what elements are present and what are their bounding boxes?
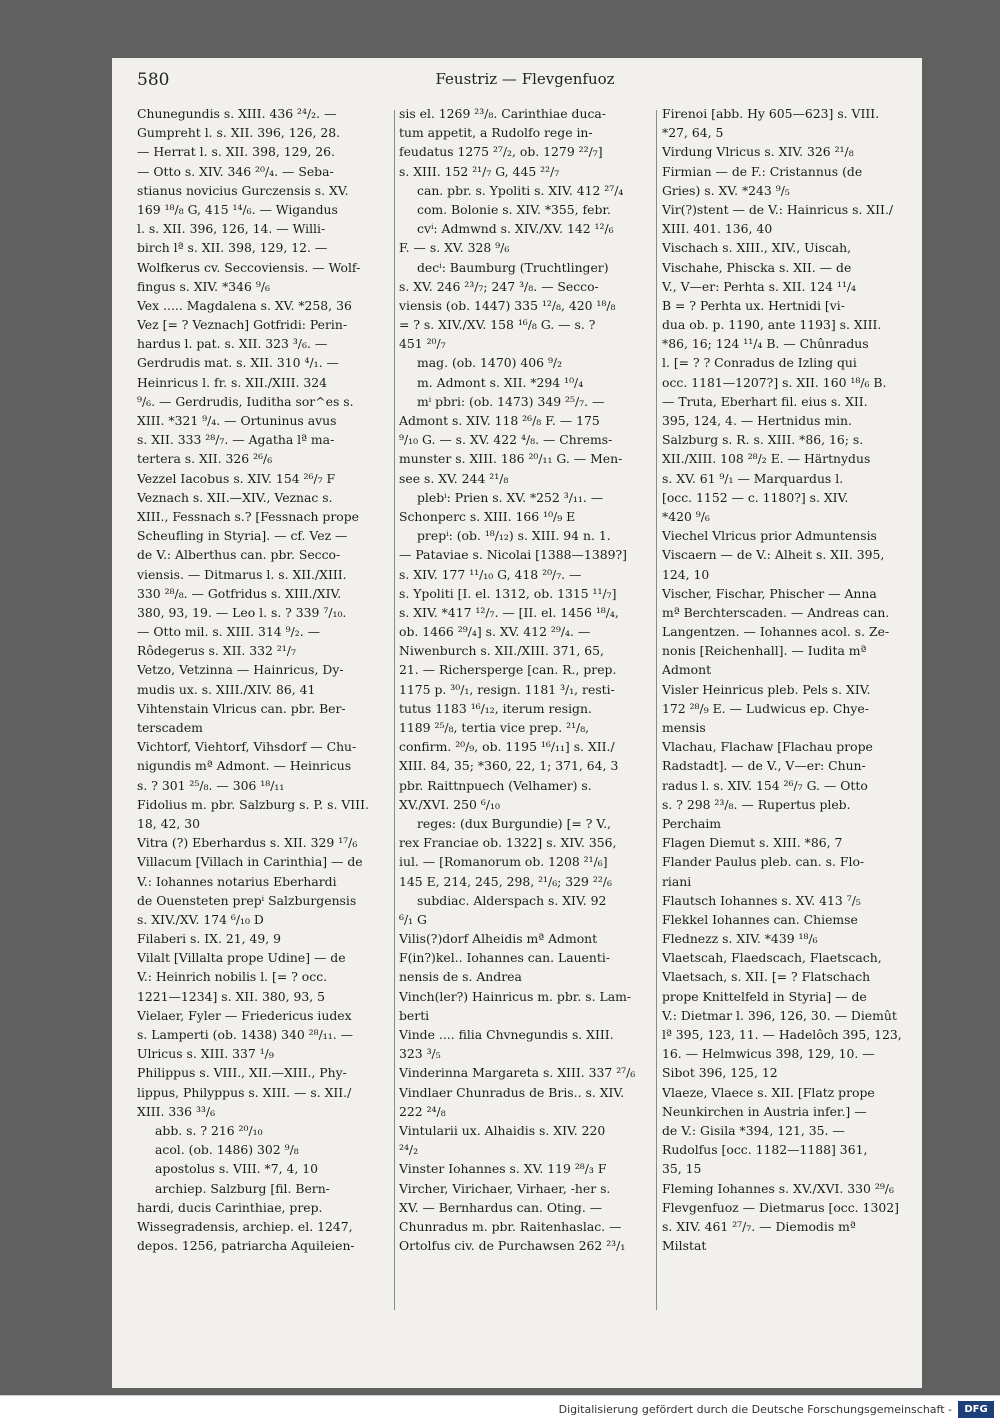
index-line: — Truta, Eberhart fil. eius s. XII. <box>662 393 868 409</box>
index-line: Vindlaer Chunradus de Bris.. s. XIV. <box>399 1084 625 1100</box>
index-line: Vlaetsach, s. XII. [= ? Flatschach <box>662 969 871 985</box>
index-line: Sibot 396, 125, 12 <box>662 1065 778 1081</box>
index-line: Flander Paulus pleb. can. s. Flo- <box>662 854 865 870</box>
column-divider <box>656 110 657 1310</box>
footer-credit: Digitalisierung gefördert durch die Deutsche Forschungsgemeinschaft - <box>558 1403 952 1416</box>
index-line: 451 ²⁰/₇ <box>399 336 446 352</box>
index-line: Ortolfus civ. de Purchawsen 262 ²³/₁ <box>399 1238 626 1254</box>
index-line: Vinster Iohannes s. XV. 119 ²⁸/₃ F <box>399 1161 607 1177</box>
index-line: plebⁱ: Prien s. XV. *252 ³/₁₁. — <box>417 489 604 505</box>
index-line: Milstat <box>662 1238 707 1254</box>
index-line: munster s. XIII. 186 ²⁰/₁₁ G. — Men- <box>399 451 623 467</box>
index-line: berti <box>399 1007 430 1023</box>
index-line: pbr. Raittnpuech (Velhamer) s. <box>399 777 592 793</box>
index-line: Admont s. XIV. 118 ²⁶/₈ F. — 175 <box>399 413 600 428</box>
index-line: Ulricus s. XIII. 337 ¹/₉ <box>137 1046 274 1062</box>
index-line: Neunkirchen in Austria infer.] — <box>662 1103 867 1119</box>
index-line: ⁹/₁₀ G. — s. XV. 422 ⁴/₈. — Chrems- <box>399 432 613 448</box>
index-line: s. Lamperti (ob. 1438) 340 ²⁸/₁₁. — <box>137 1027 353 1042</box>
index-line: s. XV. 246 ²³/₇; 247 ³/₈. — Secco- <box>399 278 599 294</box>
index-line: com. Bolonie s. XIV. *355, febr. <box>417 201 611 217</box>
index-line: de V.: Gisila *394, 121, 35. — <box>662 1122 845 1138</box>
index-line: prepⁱ: (ob. ¹⁸/₁₂) s. XIII. 94 n. 1. <box>417 528 611 544</box>
index-line: stianus novicius Gurczensis s. XV. <box>137 182 349 198</box>
index-line: l. [= ? ? Conradus de Izling qui <box>662 355 857 371</box>
index-line: [occ. 1152 — c. 1180?] s. XIV. <box>662 489 849 505</box>
index-line: s. XIV. 461 ²⁷/₇. — Diemodis mª <box>662 1218 856 1234</box>
index-line: F. — s. XV. 328 ⁹/₆ <box>399 240 510 256</box>
index-line: Vir(?)stent — de V.: Hainricus s. XII./ <box>662 201 894 217</box>
index-line: mª Berchterscaden. — Andreas can. <box>662 604 890 620</box>
index-line: can. pbr. s. Ypoliti s. XIV. 412 ²⁷/₄ <box>417 182 624 198</box>
index-line: Vitra (?) Eberhardus s. XII. 329 ¹⁷/₆ <box>137 835 358 851</box>
index-line: ⁹/₆. — Gerdrudis, Iuditha sor^es s. <box>137 393 354 409</box>
index-line: Heinricus l. fr. s. XII./XIII. 324 <box>137 374 328 390</box>
index-line: XII./XIII. 108 ²⁸/₂ E. — Härtnydus <box>662 451 871 467</box>
index-line: ²⁴/₂ <box>399 1142 419 1158</box>
index-line: 1221—1234] s. XII. 380, 93, 5 <box>137 988 326 1004</box>
index-line: Villacum [Villach in Carinthia] — de <box>137 854 363 870</box>
index-line: sis el. 1269 ²³/₈. Carinthiae duca- <box>399 106 606 121</box>
index-line: terscadem <box>137 720 203 735</box>
index-line: nigundis mª Admont. — Heinricus <box>137 758 352 774</box>
footer-bar <box>0 1395 1000 1424</box>
index-line: V.: Iohannes notarius Eberhardi <box>137 873 337 889</box>
index-line: 16. — Helmwicus 398, 129, 10. — <box>662 1046 875 1062</box>
index-line: occ. 1181—1207?] s. XII. 160 ¹⁸/₆ B. <box>662 374 887 390</box>
index-line: dua ob. p. 1190, ante 1193] s. XIII. <box>662 317 882 333</box>
index-line: 21. — Richersperge [can. R., prep. <box>399 662 617 678</box>
index-line: Firmian — de F.: Cristannus (de <box>662 163 863 179</box>
index-line: V., V—er: Perhta s. XII. 124 ¹¹/₄ <box>662 278 857 294</box>
index-line: Fleming Iohannes s. XV./XVI. 330 ²⁹/₆ <box>662 1180 894 1196</box>
index-line: see s. XV. 244 ²¹/₈ <box>399 470 509 486</box>
index-line: Vlachau, Flachaw [Flachau prope <box>662 739 873 755</box>
index-line: ⁶/₁ G <box>399 911 427 927</box>
index-line: B = ? Perhta ux. Hertnidi [vi- <box>662 297 845 313</box>
index-line: Filaberi s. IX. 21, 49, 9 <box>137 931 281 947</box>
index-line: Veznach s. XII.—XIV., Veznac s. <box>137 489 333 505</box>
index-line: V.: Heinrich nobilis l. [= ? occ. <box>137 969 328 985</box>
index-column-3 <box>662 104 917 1255</box>
index-line: viensis (ob. 1447) 335 ¹²/₈, 420 ¹⁸/₈ <box>399 297 616 313</box>
index-line: *86, 16; 124 ¹¹/₄ B. — Chûnradus <box>662 336 869 352</box>
index-line: 124, 10 <box>662 566 710 582</box>
index-line: archiep. Salzburg [fil. Bern- <box>155 1180 330 1196</box>
column-divider <box>394 110 395 1310</box>
index-line: *27, 64, 5 <box>662 125 724 141</box>
index-line: 145 E, 214, 245, 298, ²¹/₆; 329 ²²/₆ <box>399 873 612 889</box>
index-line: Vintularii ux. Alhaidis s. XIV. 220 <box>399 1122 606 1138</box>
index-line: nonis [Reichenhall]. — Iudita mª <box>662 643 867 659</box>
index-line: XIII. *321 ⁹/₄. — Ortuninus avus <box>137 413 337 428</box>
index-line: mⁱ pbri: (ob. 1473) 349 ²⁵/₇. — <box>417 393 605 409</box>
index-line: Flednezz s. XIV. *439 ¹⁸/₆ <box>662 931 818 947</box>
index-line: rex Franciae ob. 1322] s. XIV. 356, <box>399 835 617 851</box>
index-line: 1175 p. ³⁰/₁, resign. 1181 ³/₁, resti- <box>399 681 615 697</box>
index-line: s. XV. 61 ⁹/₁ — Marquardus l. <box>662 470 844 486</box>
index-line: l. s. XII. 396, 126, 14. — Willi- <box>137 221 326 237</box>
index-line: radus l. s. XIV. 154 ²⁶/₇ G. — Otto <box>662 777 868 793</box>
index-line: s. Ypoliti [I. el. 1312, ob. 1315 ¹¹/₇] <box>399 585 617 601</box>
index-line: apostolus s. VIII. *7, 4, 10 <box>155 1161 319 1177</box>
index-line: Salzburg s. R. s. XIII. *86, 16; s. <box>662 432 864 448</box>
index-line: abb. s. ? 216 ²⁰/₁₀ <box>155 1122 263 1138</box>
index-line: Chunegundis s. XIII. 436 ²⁴/₂. — <box>137 106 337 121</box>
index-line: 323 ³/₅ <box>399 1046 441 1062</box>
index-line: Vischach s. XIII., XIV., Uiscah, <box>662 240 852 256</box>
index-line: reges: (dux Burgundie) [= ? V., <box>417 815 611 831</box>
index-line: Vichtorf, Viehtorf, Vihsdorf — Chu- <box>137 739 357 755</box>
index-line: de Ouensteten prepⁱ Salzburgensis <box>137 892 357 908</box>
index-line: — Otto mil. s. XIII. 314 ⁹/₂. — <box>137 624 320 640</box>
index-line: Vielaer, Fyler — Friedericus iudex <box>137 1007 352 1023</box>
index-line: Gumpreht l. s. XII. 396, 126, 28. <box>137 125 341 141</box>
index-line: ob. 1466 ²⁹/₄] s. XV. 412 ²⁹/₄. — <box>399 624 591 640</box>
index-line: 330 ²⁸/₈. — Gotfridus s. XIII./XIV. <box>137 585 342 601</box>
index-line: s. XIV. *417 ¹²/₇. — [II. el. 1456 ¹⁸/₄, <box>399 604 619 620</box>
index-line: 380, 93, 19. — Leo l. s. ? 339 ⁷/₁₀. <box>137 604 347 620</box>
index-line: 172 ²⁸/₉ E. — Ludwicus ep. Chye- <box>662 700 869 716</box>
index-line: 222 ²⁴/₈ <box>399 1103 446 1119</box>
index-line: 1189 ²⁵/₈, tertia vice prep. ²¹/₈, <box>399 720 590 735</box>
index-line: Vez [= ? Veznach] Gotfridi: Perin- <box>137 317 348 333</box>
index-line: Rudolfus [occ. 1182—1188] 361, <box>662 1142 868 1158</box>
index-line: Gerdrudis mat. s. XII. 310 ⁴/₁. — <box>137 355 339 371</box>
index-line: lª 395, 123, 11. — Hadelôch 395, 123, <box>662 1027 902 1042</box>
index-line: acol. (ob. 1486) 302 ⁹/₈ <box>155 1142 299 1158</box>
running-head: Feustriz — Flevgenfuoz <box>435 70 615 88</box>
index-line: Perchaim <box>662 815 722 831</box>
index-line: Vetzo, Vetzinna — Hainricus, Dy- <box>137 662 344 678</box>
index-line: mag. (ob. 1470) 406 ⁹/₂ <box>417 355 563 371</box>
index-line: depos. 1256, patriarcha Aquileien- <box>137 1238 355 1254</box>
index-line: Flekkel Iohannes can. Chiemse <box>662 911 858 927</box>
index-line: *420 ⁹/₆ <box>662 508 710 524</box>
index-line: riani <box>662 873 692 889</box>
index-line: tum appetit, a Rudolfo rege in- <box>399 125 593 141</box>
index-column-1 <box>137 104 390 1255</box>
index-line: — Pataviae s. Nicolai [1388—1389?] <box>399 547 627 563</box>
index-line: Gries) s. XV. *243 ⁹/₅ <box>662 182 790 198</box>
index-line: Vinderinna Margareta s. XIII. 337 ²⁷/₆ <box>399 1065 636 1081</box>
index-line: — Otto s. XIV. 346 ²⁰/₄. — Seba- <box>137 163 334 179</box>
index-line: Vilis(?)dorf Alheidis mª Admont <box>399 931 598 947</box>
index-line: subdiac. Alderspach s. XIV. 92 <box>417 892 607 908</box>
index-line: Wolfkerus cv. Seccoviensis. — Wolf- <box>137 259 361 275</box>
index-line: Vezzel Iacobus s. XIV. 154 ²⁶/₇ F <box>137 470 336 486</box>
index-line: Vinde .... filia Chvnegundis s. XIII. <box>399 1027 614 1042</box>
index-line: Virdung Vlricus s. XIV. 326 ²¹/₈ <box>662 144 854 160</box>
index-line: Radstadt]. — de V., V—er: Chun- <box>662 758 866 774</box>
index-line: Vilalt [Villalta prope Udine] — de <box>137 950 346 966</box>
index-line: de V.: Alberthus can. pbr. Secco- <box>137 547 341 563</box>
index-line: s. XIII. 152 ²¹/₇ G, 445 ²²/₇ <box>399 163 560 179</box>
index-line: tertera s. XII. 326 ²⁶/₆ <box>137 451 273 467</box>
dfg-logo: DFG <box>958 1401 994 1418</box>
index-line: Vex ..... Magdalena s. XV. *258, 36 <box>137 297 352 313</box>
page-number: 580 <box>137 70 170 90</box>
index-line: confirm. ²⁰/₉, ob. 1195 ¹⁶/₁₁] s. XII./ <box>399 739 615 755</box>
index-line: Vischer, Fischar, Phischer — Anna <box>662 585 877 601</box>
index-line: 169 ¹⁸/₈ G, 415 ¹⁴/₆. — Wigandus <box>137 201 338 217</box>
index-line: Vlaetscah, Flaedscach, Flaetscach, <box>662 950 882 966</box>
index-line: 395, 124, 4. — Hertnidus min. <box>662 413 852 428</box>
index-line: Firenoi [abb. Hy 605—623] s. VIII. <box>662 106 880 121</box>
index-line: cvⁱ: Admwnd s. XIV./XV. 142 ¹²/₆ <box>417 221 614 237</box>
index-line: Scheufling in Styria]. — cf. Vez — <box>137 528 348 544</box>
index-line: s. XIV./XV. 174 ⁶/₁₀ D <box>137 911 264 927</box>
index-line: hardus l. pat. s. XII. 323 ³/₆. — <box>137 336 328 352</box>
index-line: Langentzen. — Iohannes acol. s. Ze- <box>662 624 890 640</box>
index-line: Rôdegerus s. XII. 332 ²¹/₇ <box>137 643 296 659</box>
index-line: decⁱ: Baumburg (Truchtlinger) <box>417 259 609 275</box>
index-line: s. ? 298 ²³/₈. — Rupertus pleb. <box>662 796 851 812</box>
index-line: F(in?)kel.. Iohannes can. Lauenti- <box>399 950 611 966</box>
index-line: XIII. 336 ³³/₆ <box>137 1103 216 1119</box>
index-line: hardi, ducis Carinthiae, prep. <box>137 1199 323 1215</box>
index-line: s. XIV. 177 ¹¹/₁₀ G, 418 ²⁰/₇. — <box>399 566 582 582</box>
index-line: Philippus s. VIII., XII.—XIII., Phy- <box>137 1065 347 1081</box>
index-line: nensis de s. Andrea <box>399 969 522 985</box>
index-line: V.: Dietmar l. 396, 126, 30. — Diemût <box>662 1007 897 1023</box>
index-line: feudatus 1275 ²⁷/₂, ob. 1279 ²²/₇] <box>399 144 603 160</box>
index-line: Chunradus m. pbr. Raitenhaslac. — <box>399 1218 622 1234</box>
index-line: Schonperc s. XIII. 166 ¹⁰/₉ E <box>399 508 576 524</box>
index-line: Vlaeze, Vlaece s. XII. [Flatz prope <box>662 1084 875 1100</box>
index-line: s. ? 301 ²⁵/₈. — 306 ¹⁸/₁₁ <box>137 777 285 793</box>
index-line: prope Knittelfeld in Styria] — de <box>662 988 867 1004</box>
index-line: birch lª s. XII. 398, 129, 12. — <box>137 240 328 256</box>
index-line: viensis. — Ditmarus l. s. XII./XIII. <box>137 566 347 582</box>
index-line: Visler Heinricus pleb. Pels s. XIV. <box>662 681 871 697</box>
index-line: Niwenburch s. XII./XIII. 371, 65, <box>399 643 604 659</box>
index-line: XIII., Fessnach s.? [Fessnach prope <box>137 508 360 524</box>
index-line: Vinch(ler?) Hainricus m. pbr. s. Lam- <box>399 988 632 1004</box>
index-line: Admont <box>662 662 712 678</box>
index-line: Viechel Vlricus prior Admuntensis <box>662 528 877 544</box>
index-line: Viscaern — de V.: Alheit s. XII. 395, <box>662 547 885 563</box>
index-line: Vischahe, Phiscka s. XII. — de <box>662 259 852 275</box>
index-line: 35, 15 <box>662 1161 702 1177</box>
index-line: m. Admont s. XII. *294 ¹⁰/₄ <box>417 374 584 390</box>
index-line: Wissegradensis, archiep. el. 1247, <box>137 1218 353 1234</box>
index-line: — Herrat l. s. XII. 398, 129, 26. <box>137 144 335 160</box>
index-line: tutus 1183 ¹⁶/₁₂, iterum resign. <box>399 700 592 716</box>
index-line: s. XII. 333 ²⁸/₇. — Agatha lª ma- <box>137 432 335 448</box>
index-line: XV. — Bernhardus can. Oting. — <box>399 1199 603 1215</box>
index-line: 18, 42, 30 <box>137 815 201 831</box>
index-line: Fidolius m. pbr. Salzburg s. P. s. VIII. <box>137 796 369 812</box>
index-line: XIII. 401. 136, 40 <box>662 221 773 237</box>
index-line: iul. — [Romanorum ob. 1208 ²¹/₆] <box>399 854 608 870</box>
index-line: Flevgenfuoz — Dietmarus [occ. 1302] <box>662 1199 899 1215</box>
index-line: XIII. 84, 35; *360, 22, 1; 371, 64, 3 <box>399 758 619 774</box>
index-line: Vihtenstain Vlricus can. pbr. Ber- <box>137 700 346 716</box>
index-line: lippus, Philyppus s. XIII. — s. XII./ <box>137 1084 352 1100</box>
index-line: fingus s. XIV. *346 ⁹/₆ <box>137 278 270 294</box>
index-line: Flagen Diemut s. XIII. *86, 7 <box>662 835 843 851</box>
index-line: mensis <box>662 720 706 735</box>
index-line: mudis ux. s. XIII./XIV. 86, 41 <box>137 681 316 697</box>
index-line: Flautsch Iohannes s. XV. 413 ⁷/₅ <box>662 892 861 908</box>
index-line: = ? s. XIV./XV. 158 ¹⁶/₈ G. — s. ? <box>399 317 596 333</box>
index-line: Vircher, Virichaer, Virhaer, -her s. <box>399 1180 611 1196</box>
index-column-2 <box>399 104 652 1255</box>
index-line: XV./XVI. 250 ⁶/₁₀ <box>399 796 500 812</box>
